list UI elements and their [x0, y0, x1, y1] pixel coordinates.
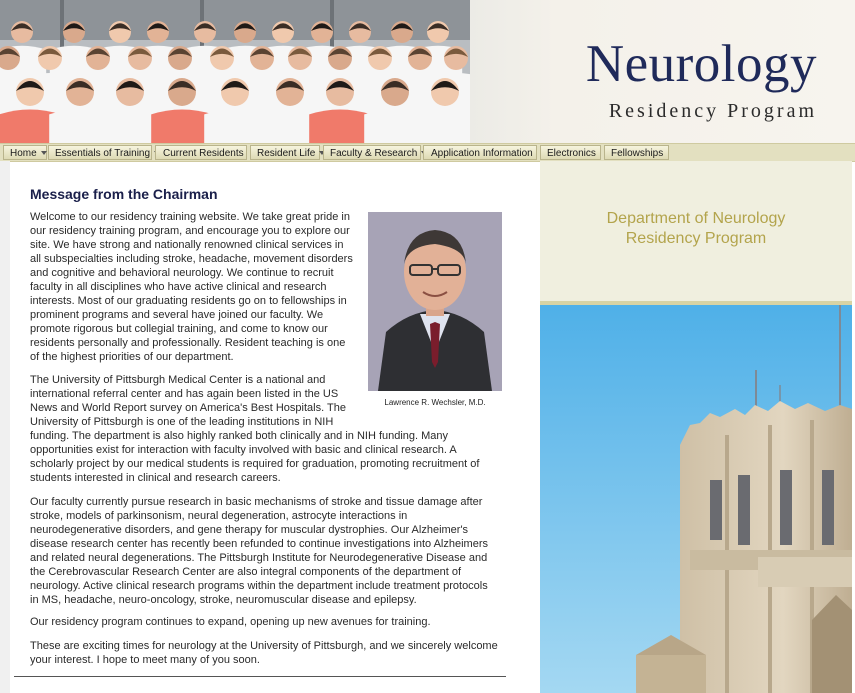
nav-home[interactable]	[3, 145, 47, 160]
group-photo-illustration	[0, 0, 470, 143]
main-navigation	[0, 143, 855, 162]
nav-fellowships-label: Fellowships	[611, 148, 664, 159]
nav-electronics[interactable]	[540, 145, 601, 160]
site-title: Neurology	[585, 35, 817, 93]
paragraph-upmc-start: The University of Pittsburgh Medical Center is a national and international referral center and has again been listed in the US News and World Report survey on America's Best Hospitals. The University of Pittsburgh is one of the leading institutions in NIH	[30, 374, 346, 428]
paragraph-upmc	[30, 373, 502, 485]
paragraph-upmc-rest: funding. The department is also highly ranked both clinically and in NIH funding. Many opportunities exist for interaction with faculty involved with basic and clinical research. A scholarly project by our medical students is required for graduation, promoting recruitment of students interested in clinical and research careers.	[30, 430, 480, 484]
left-margin	[0, 161, 10, 693]
cathedral-illustration	[540, 305, 852, 693]
paragraph-expansion: Our residency program continues to expand, opening up new avenues for training.	[30, 616, 431, 628]
cathedral-of-learning-photo	[540, 305, 852, 693]
person-coat	[414, 110, 470, 144]
portrait-caption: Lawrence R. Wechsler, M.D.	[384, 398, 486, 407]
nav-resident-life-label: Resident Life	[257, 148, 316, 159]
nav-essentials-of-training[interactable]	[48, 145, 152, 160]
person-coat	[151, 110, 213, 144]
department-title	[540, 209, 852, 249]
nav-application-information[interactable]	[423, 145, 537, 160]
person-coat	[204, 110, 266, 144]
paragraph-welcome: Welcome to our residency training website. We take great pride in our residency training program, and encourage you to explore our site. We have strong and nationally renowned clinical services in all subspecialties including stroke, headache, movement disorders and cognitive and behavioral neurology. We continue to recruit faculty in all disciplines who have active clinical and research interests. Most of our graduating residents go on to fellowships in prominent programs and several have joined our faculty. We promote rigorous but collegial training, and come to know our residents personally and professionally. Resident teaching is one of the highest priorities of our department.	[30, 211, 353, 363]
department-line-1: Department of Neurology	[606, 210, 786, 227]
nav-current-residents[interactable]	[155, 145, 247, 160]
nav-fellowships[interactable]	[604, 145, 669, 160]
nav-home-label: Home	[10, 148, 37, 159]
site-subtitle: Residency Program	[608, 100, 817, 122]
department-line-2: Residency Program	[625, 230, 767, 247]
chairman-message-heading: Message from the Chairman	[30, 186, 218, 202]
portrait-illustration	[368, 212, 502, 391]
nav-electronics-label: Electronics	[547, 148, 596, 159]
chairman-portrait	[368, 212, 502, 391]
paragraph-research: Our faculty currently pursue research in basic mechanisms of stroke and tissue damage after stroke, models of parkinsonism, neural degeneration, astrocyte interactions in neurodegenerative disorders, and gene therapy for muscular dystrophies. Our Alzheimer's disease research center has recently been refunded to continue investigations into Alzheimers and related neural degenerations. The Pittsburgh Institute for Neurodegenerative Disease and the Cerebrovascular Research Center are also integral components of the department of neurology. Active clinical research programs within the department include treatment protocols in MS, headache, neuro-oncology, stroke, neuromuscular disease and epilepsy.	[30, 496, 488, 606]
nav-application-label: Application Information	[431, 148, 533, 159]
nav-faculty-research-label: Faculty & Research	[330, 148, 418, 159]
nav-current-residents-label: Current Residents	[163, 148, 244, 159]
residents-group-photo	[0, 0, 470, 143]
site-header	[0, 0, 855, 143]
dropdown-arrow-icon	[41, 151, 47, 155]
nav-essentials-label: Essentials of Training	[55, 148, 151, 159]
content-divider	[14, 676, 506, 677]
nav-faculty-research[interactable]	[323, 145, 421, 160]
nav-resident-life[interactable]	[250, 145, 320, 160]
person-coat	[309, 110, 371, 144]
paragraph-closing: These are exciting times for neurology at the University of Pittsburgh, and we sincerely welcome your interest. I hope to meet many of you soon.	[30, 640, 498, 666]
